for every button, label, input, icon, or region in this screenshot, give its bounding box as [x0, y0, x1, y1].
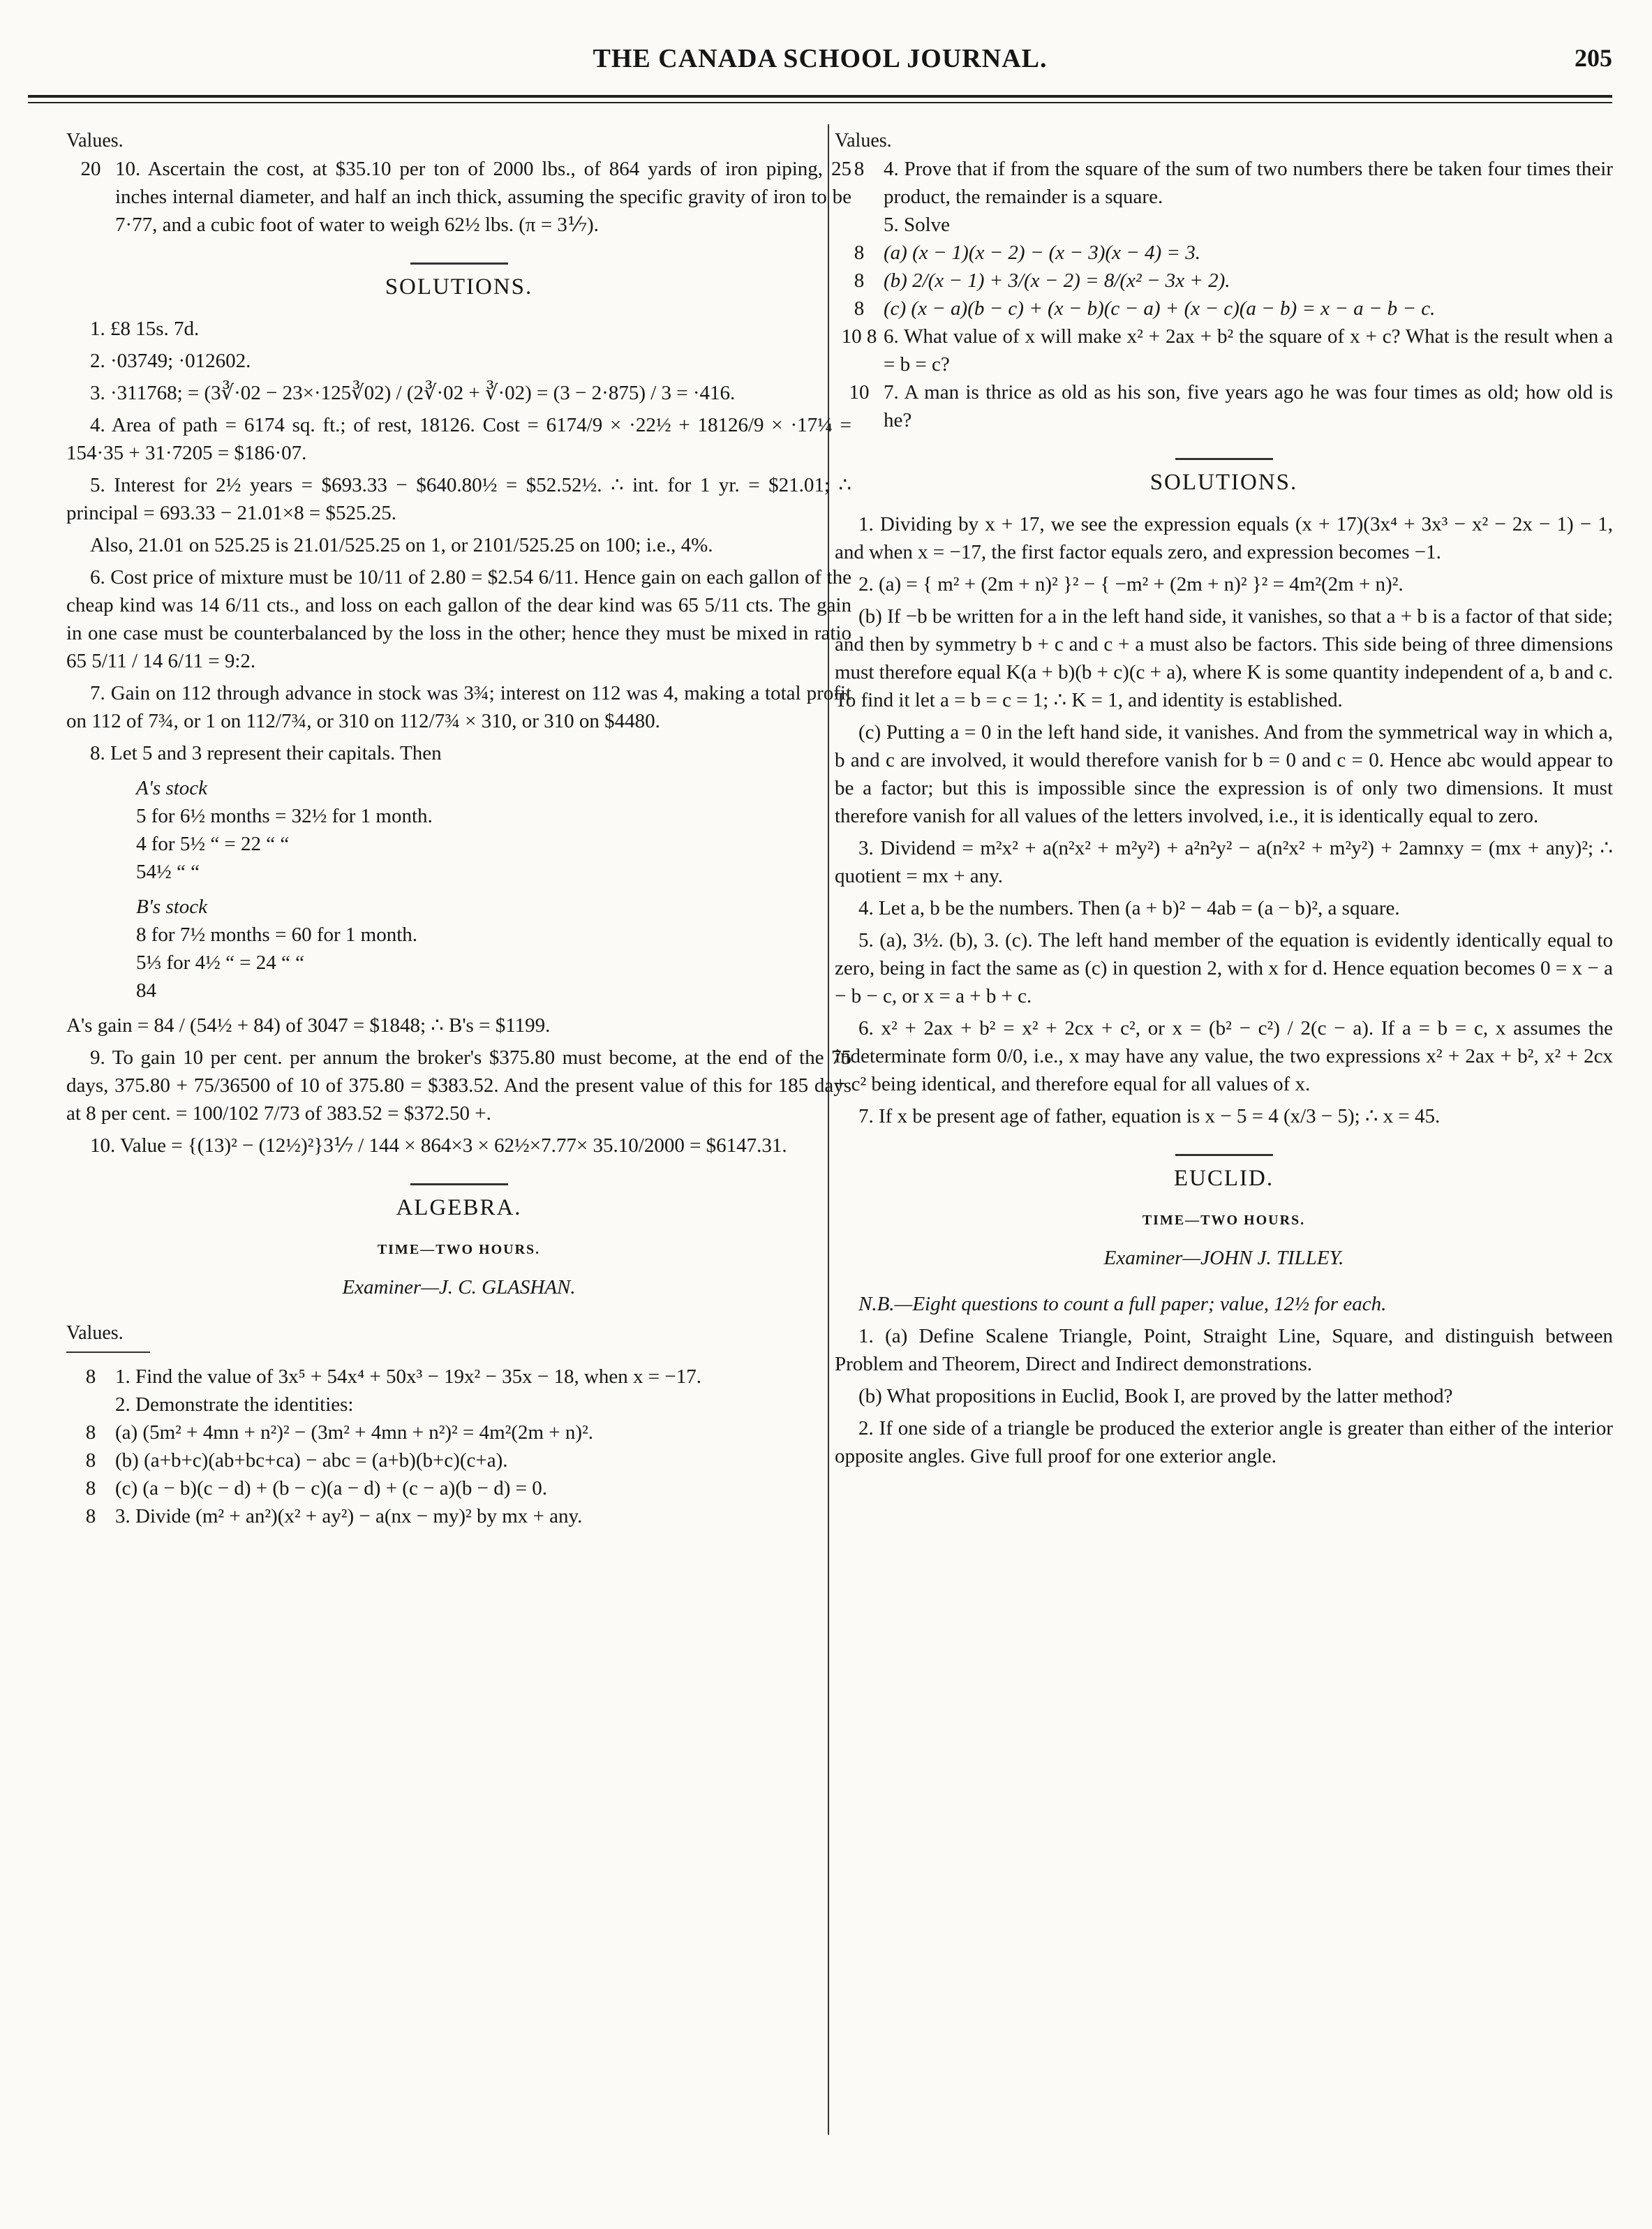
question-row	[66, 1502, 851, 1530]
question-value: 8	[85, 1449, 96, 1472]
question-value	[66, 1391, 115, 1419]
solution-line: 5. Interest for 2½ years = $693.33 − $640.80½ = $52.52½. ∴ int. for 1 yr. = $21.01; ∴ principal = 693.33 − 21.01×8 = $525.25.	[66, 474, 851, 524]
question-text: (c) (x − a)(b − c) + (x − b)(c − a) + (x − c)(a − b) = x − a − b − c.	[884, 297, 1436, 320]
question-value: 8	[85, 1505, 96, 1527]
question-text: 10. Ascertain the cost, at $35.10 per ton of 2000 lbs., of 864 yards of iron piping, 25 inches internal diameter, and half an inch thick, assuming the specific gravity of iron to be 7·77, and a cubic foot of water to weigh 62½ lbs. (π = 3⅐).	[115, 158, 851, 236]
solution-line: 1. £8 15s. 7d.	[90, 318, 200, 340]
question-row	[66, 1446, 851, 1474]
solution-line: 4. Area of path = 6174 sq. ft.; of rest, 18126. Cost = 6174/9 × ·22½ + 18126/9 × ·17¼ = 154·35 + 31·7205 = $186·07.	[66, 414, 851, 464]
question-value: 8	[854, 158, 865, 180]
solutions-heading: SOLUTIONS.	[385, 274, 533, 299]
question-text: 2. If one side of a triangle be produced the exterior angle is greater than either of the interior opposite angles. Give full proof for one exterior angle.	[835, 1417, 1613, 1467]
section-divider	[1175, 458, 1273, 460]
a-stock-label: A's stock	[136, 777, 208, 799]
question-text: (b) (a+b+c)(ab+bc+ca) − abc = (a+b)(b+c)(c+a).	[115, 1449, 508, 1472]
question-value: 8	[85, 1421, 96, 1444]
section-divider	[1175, 1154, 1273, 1156]
b-stock-block	[136, 893, 851, 1005]
question-text: 4. Prove that if from the square of the sum of two numbers there be taken four times their product, the remainder is a square.	[884, 158, 1613, 208]
question-row	[835, 239, 1613, 267]
question-row	[66, 1391, 851, 1419]
values-rule	[66, 1352, 150, 1353]
question-text: (c) (a − b)(c − d) + (b − c)(a − d) + (c − a)(b − d) = 0.	[115, 1477, 547, 1499]
solution-line: 8. Let 5 and 3 represent their capitals. Then	[90, 742, 442, 764]
b-stock-line: 8 for 7½ months = 60 for 1 month.	[136, 924, 417, 946]
left-column	[66, 127, 851, 2124]
solution-line: 2. ·03749; ·012602.	[90, 350, 251, 372]
values-label: Values.	[66, 1322, 124, 1344]
solution-line: Also, 21.01 on 525.25 is 21.01/525.25 on 1, or 2101/525.25 on 100; i.e., 4%.	[90, 534, 713, 556]
journal-title: THE CANADA SCHOOL JOURNAL.	[593, 44, 1048, 73]
solution-line: 5. (a), 3½. (b), 3. (c). The left hand member of the equation is evidently identically equal to zero, being in fact the same as (c) in question 2, with x for d. Hence equation becomes 0 = x − a − b − c, or x = a + b + c.	[835, 929, 1613, 1007]
question-text: 3. Divide (m² + an²)(x² + ay²) − a(nx − my)² by mx + any.	[115, 1505, 583, 1527]
algebra-time: TIME—TWO HOURS.	[377, 1242, 541, 1257]
solution-line: 7. Gain on 112 through advance in stock was 3¾; interest on 112 was 4, making a total profit on 112 of 7¾, or 1 on 112/7¾, or 310 on 112/7¾ × 310, or 310 on $4480.	[66, 682, 851, 732]
question-row	[835, 323, 1613, 378]
question-text: (b) 2/(x − 1) + 3/(x − 2) = 8/(x² − 3x + 2).	[884, 269, 1230, 292]
euclid-note: N.B.—Eight questions to count a full paper; value, 12½ for each.	[858, 1293, 1387, 1315]
question-value: 8	[854, 297, 865, 320]
question-value: 8	[854, 242, 865, 264]
question-row	[66, 1363, 851, 1391]
question-value: 10	[849, 381, 870, 403]
page-number: 205	[1575, 44, 1612, 72]
solution-line: 1. Dividing by x + 17, we see the expression equals (x + 17)(3x⁴ + 3x³ − x² − 2x − 1) − 1, and when x = −17, the first factor equals zero, and expression becomes −1.	[835, 513, 1613, 563]
question-value: 8	[85, 1477, 96, 1499]
right-column	[835, 127, 1613, 2124]
question-row	[835, 267, 1613, 295]
question-text: 1. (a) Define Scalene Triangle, Point, Straight Line, Square, and distinguish between Problem and Theorem, Direct and Indirect demonstrations.	[835, 1325, 1613, 1375]
b-stock-label: B's stock	[136, 896, 208, 918]
question-row	[66, 155, 851, 239]
question-text: 5. Solve	[884, 214, 951, 236]
a-stock-total: 54½ “ “	[136, 861, 200, 883]
question-value	[835, 211, 884, 239]
question-text: 6. What value of x will make x² + 2ax + b² the square of x + c? What is the result when a = b = c?	[884, 325, 1613, 376]
question-value: 8	[85, 1365, 96, 1388]
algebra-examiner: Examiner—J. C. GLASHAN.	[342, 1276, 576, 1298]
solutions-heading: SOLUTIONS.	[1149, 470, 1298, 495]
header-rule-thin	[28, 102, 1612, 103]
question-text: (a) (x − 1)(x − 2) − (x − 3)(x − 4) = 3.	[884, 242, 1200, 264]
solution-line: 6. Cost price of mixture must be 10/11 of 2.80 = $2.54 6/11. Hence gain on each gallon of the cheap kind was 14 6/11 cts., and loss on each gallon of the dear kind was 65 5/11 cts. The gain in one case must be counterbalanced by the loss in the other; hence they must be mixed in ratio 65 5/11 / 14 6/11 = 9:2.	[66, 566, 851, 672]
header-rule	[28, 95, 1612, 98]
question-value: 20	[80, 158, 101, 180]
question-row	[835, 211, 1613, 239]
algebra-heading: ALGEBRA.	[396, 1195, 522, 1220]
b-stock-total: 84	[136, 979, 156, 1002]
question-row	[835, 295, 1613, 323]
a-stock-block	[136, 774, 851, 886]
question-row	[66, 1419, 851, 1446]
values-label: Values.	[835, 130, 892, 151]
b-stock-line: 5⅓ for 4½ “ = 24 “ “	[136, 951, 305, 974]
question-text: 7. A man is thrice as old as his son, five years ago he was four times as old; how old is he?	[884, 381, 1613, 431]
solution-line: (b) If −b be written for a in the left hand side, it vanishes, so that a + b is a factor of that side; and then by symmetry b + c and c + a must also be factors. This side being of three dimensions must therefore equal K(a + b)(b + c)(c + a), where K is some quantity independent of a, b and c. To find it let a = b = c = 1; ∴ K = 1, and identity is established.	[835, 605, 1613, 711]
euclid-examiner: Examiner—JOHN J. TILLEY.	[1103, 1247, 1344, 1269]
solution-line: 3. Dividend = m²x² + a(n²x² + m²y²) + a²n²y² − a(n²x² + m²y²) + 2amnxy = (mx + any)²; ∴ quotient = mx + any.	[835, 837, 1613, 887]
question-row	[66, 1474, 851, 1502]
solution-line: 4. Let a, b be the numbers. Then (a + b)² − 4ab = (a − b)², a square.	[858, 897, 1400, 919]
solution-line: 2. (a) = { m² + (2m + n)² }² − { −m² + (2m + n)² }² = 4m²(2m + n)².	[858, 573, 1404, 595]
question-value: 10 8	[841, 325, 877, 348]
a-stock-line: 5 for 6½ months = 32½ for 1 month.	[136, 805, 433, 827]
question-text: (a) (5m² + 4mn + n²)² − (3m² + 4mn + n²)² = 4m²(2m + n)².	[115, 1421, 594, 1444]
solution-line: A's gain = 84 / (54½ + 84) of 3047 = $1848; ∴ B's = $1199.	[66, 1014, 551, 1037]
solution-line: 6. x² + 2ax + b² = x² + 2cx + c², or x = (b² − c²) / 2(c − a). If a = b = c, x assumes the indeterminate form 0/0, i.e., x may have any value, the two expressions x² + 2ax + b², x² + 2cx + c² being identical, and therefore equal for all values of x.	[835, 1017, 1613, 1095]
question-value: 8	[854, 269, 865, 292]
section-divider	[410, 262, 508, 265]
question-row	[835, 155, 1613, 211]
question-text: 1. Find the value of 3x⁵ + 54x⁴ + 50x³ − 19x² − 35x − 18, when x = −17.	[115, 1365, 701, 1388]
solution-line: 7. If x be present age of father, equation is x − 5 = 4 (x/3 − 5); ∴ x = 45.	[858, 1105, 1441, 1127]
a-stock-line: 4 for 5½ “ = 22 “ “	[136, 833, 290, 855]
question-text: 2. Demonstrate the identities:	[115, 1393, 354, 1416]
question-text: (b) What propositions in Euclid, Book I, are proved by the latter method?	[858, 1385, 1453, 1407]
page-header	[28, 40, 1612, 82]
values-label: Values.	[66, 130, 124, 151]
section-divider	[410, 1183, 508, 1185]
solution-line: 10. Value = {(13)² − (12½)²}3⅐ / 144 × 864×3 × 62½×7.77× 35.10/2000 = $6147.31.	[90, 1134, 787, 1157]
euclid-time: TIME—TWO HOURS.	[1142, 1213, 1306, 1228]
solution-line: 9. To gain 10 per cent. per annum the broker's $375.80 must become, at the end of the 75 days, 375.80 + 75/36500 of 10 of 375.80 = $383.52. And the present value of this for 185 days at 8 per cent. = 100/102 7/73 of 383.52 = $372.50 +.	[66, 1046, 851, 1125]
euclid-heading: EUCLID.	[1173, 1166, 1274, 1191]
solution-line: 3. ·311768; = (3∛·02 − 23×·125∛02) / (2∛·02 + ∛·02) = (3 − 2·875) / 3 = ·416.	[90, 382, 736, 404]
question-row	[835, 378, 1613, 434]
solution-line: (c) Putting a = 0 in the left hand side, it vanishes. And from the symmetrical way in which a, b and c are involved, it would therefore vanish for b = 0 and c = 0. Hence abc would appear to be a factor; but this is impossible since the expression is of only two dimensions. It must therefore vanish for all values of the letters involved, i.e., it is identically equal to zero.	[835, 721, 1613, 827]
